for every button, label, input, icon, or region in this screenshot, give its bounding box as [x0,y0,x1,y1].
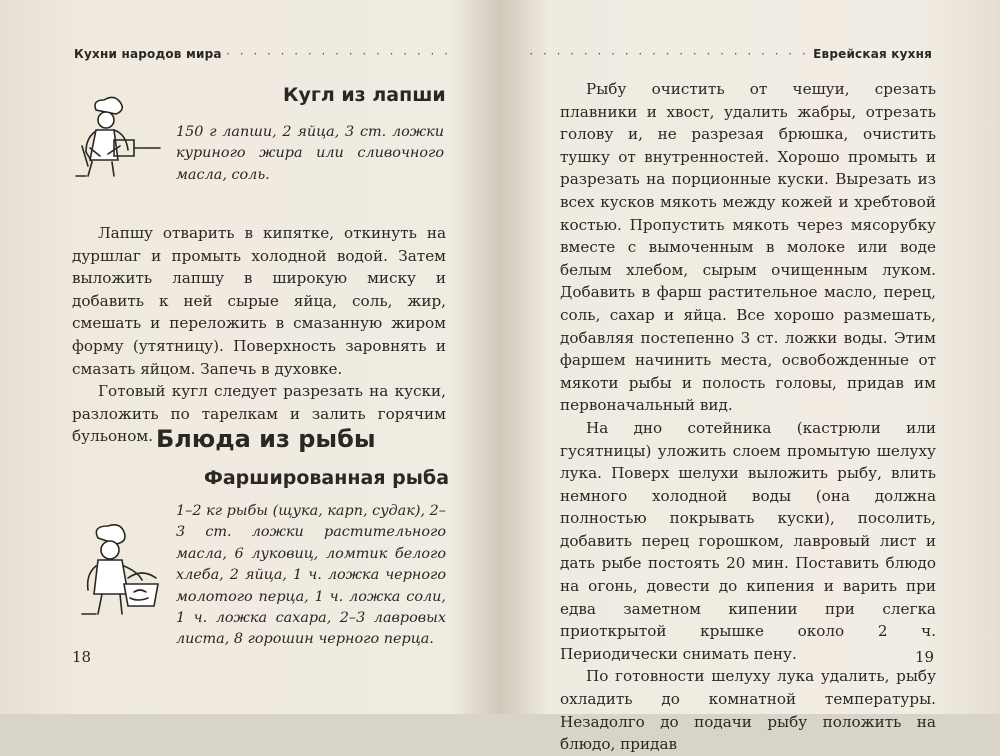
left-page [0,0,500,714]
left-running-head [74,47,451,61]
recipe1-paragraph: Лапшу отварить в кипятке, откинуть на дуршлаг и промыть холодной водой. Затем выложить лапшу в широкую миску и добавить к ней сырые яйца, соль, жир, смешать и переложить в смазанную жиром форму (утятницу). Поверхность заровнять и смазать яйцом. Запечь в духовке. [72,224,446,378]
right-paragraph: Рыбу очистить от чешуи, срезать плавники и хвост, удалить жабры, отрезать голову и, не разрезая брюшка, очистить тушку от внутренностей. Хорошо промыть и разрезать на порционные куски. Вырезать из всех кусков мякоть между кожей и хребтовой костью. Пропустить мякоть через мясорубку вместе с вымоченным в молоке или воде белым хлебом, сырым очищенным луком. Добавить в фарш растительное масло, перец, соль, сахар и яйца. Все хорошо размешать, добавляя постепенно 3 ст. ложки воды. Этим фаршем начинить места, освобожденные от мякоти рыбы и полость головы, придав им первоначальный вид. [560,80,936,415]
recipe1-paragraph: Готовый кугл следует разрезать на куски, разложить по тарелкам и залить горячим бульоном. [72,382,446,446]
right-running-head [529,47,932,61]
right-paragraph: На дно сотейника (кастрюли или гусятницы) уложить слоем промытую шелуху лука. Поверх шелухи выложить рыбу, влить немного холодной воды (она должна полностью покрывать куски), посолить, добавить перец горошком, лавровый лист и дать рыбе постоять 20 мин. Поставить блюдо на огонь, довести до кипения и варить при едва заметном кипении при слегка приоткрытой крышке около 2 ч. Периодически снимать пену. [560,418,936,663]
right-page [500,0,1000,754]
recipe2-ingredients: 1–2 кг рыбы (щука, карп, судак), 2–3 ст. ложки растительного масла, 6 луковиц, ломтик белого хлеба, 2 яйца, 1 ч. ложка черного молотого перца, 1 ч. ложка соли, 1 ч. ложка сахара, 2–3 лавровых листа, 8 горошин черного перца. [176,503,446,648]
right-page-number: 19 [915,648,935,666]
right-body [560,78,936,756]
recipe2-title: Фаршированная рыба [204,467,450,489]
chef-stirring-pot-icon [76,522,172,618]
right-running-head-dots: · · · · · · · · · · · · · · · · · · · · · [529,47,809,61]
left-page-number: 18 [72,648,92,666]
recipe1-ingredients: 150 г лапши, 2 яйца, 3 ст. ложки куриного жира или сливочного масла, соль. [176,124,444,183]
section-title: Блюда из рыбы [156,425,376,453]
recipe1-title: Кугл из лапши [283,84,446,106]
left-running-head-dots: · · · · · · · · · · · · · · · · · [226,47,451,61]
right-paragraph: По готовности шелуху лука удалить, рыбу охладить до комнатной температуры. Незадолго до подачи рыбу положить на блюдо, придав [560,667,936,754]
recipe1-body [72,222,446,448]
left-running-head-text: Кухни народов мира [74,47,222,61]
chef-cooking-icon [72,96,164,178]
right-running-head-text: Еврейская кухня [813,47,932,61]
